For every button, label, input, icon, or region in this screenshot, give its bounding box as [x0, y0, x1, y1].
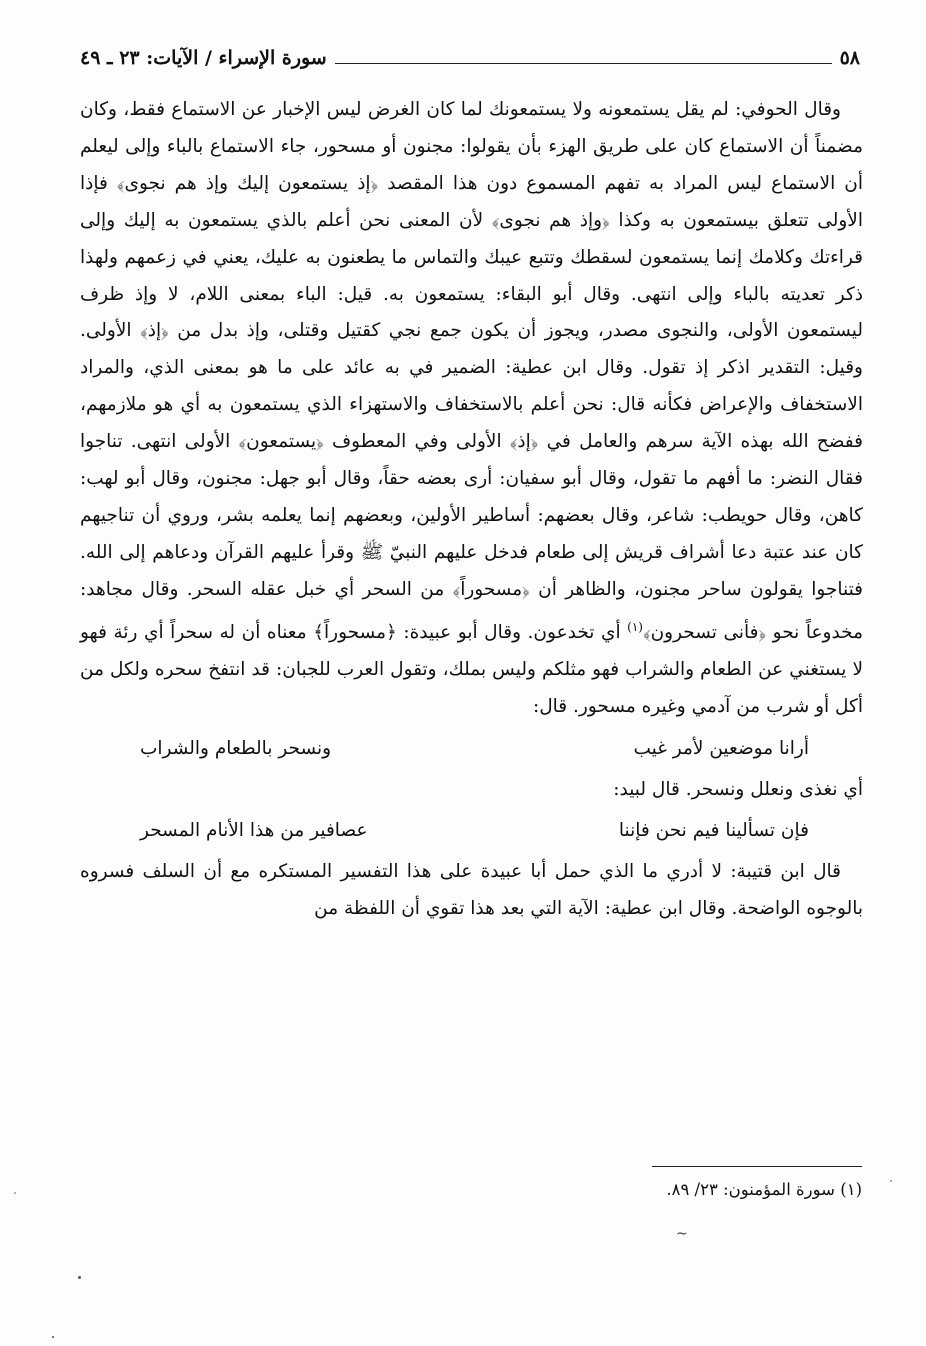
footnote-reference: (١): [627, 619, 643, 634]
footnote-separator: [652, 1166, 862, 1167]
scan-speck: [52, 1336, 54, 1338]
main-text: [80, 92, 863, 928]
paragraph: قال ابن قتيبة: لا أدري ما الذي حمل أبا عبيدة على هذا التفسير المستكره مع أن السلف فسروه بالوجوه الواضحة. وقال ابن عطية: الآية التي بعد هذا تقوي أن اللفظة من: [80, 861, 863, 920]
verse-hemistich-second: ونسحر بالطعام والشراب: [140, 737, 332, 759]
paragraph-text-continued: أي تخدعون. وقال أبو عبيدة: ﴿مسحوراً﴾ معناه أن له سحراً أي رئة فهو لا يستغني عن الطعام والشراب فهو مثلكم وليس بملك، وتقول العرب للجبان: قد انتفخ سحره ولكل من أكل أو شرب من آدمي وغيره مسحور. قال:: [80, 621, 863, 717]
scan-mark: ~: [676, 1226, 688, 1242]
scan-speck: [78, 1276, 81, 1279]
footnote: (١) سورة المؤمنون: ٢٣/ ٨٩.: [666, 1180, 862, 1199]
scan-speck: [14, 1192, 16, 1194]
page-header: [80, 40, 860, 76]
scan-speck: [890, 1180, 892, 1182]
paragraph: [80, 92, 863, 726]
paragraph-text: وقال الحوفي: لم يقل يستمعونه ولا يستمعونك لما كان الغرض ليس الإخبار عن الاستماع فقط، وكان مضمناً أن الاستماع كان على طريق الهزء بأن يقولوا: مجنون أو مسحور، جاء الاستماع بالباء وإلى ليعلم أن الاستماع ليس المراد به تفهم المسموع دون هذا المقصد ﴿إذ يستمعون إليك وإذ هم نجوى﴾ فإذا الأولى تتعلق بيستمعون به وكذا ﴿وإذ هم نجوى﴾ لأن المعنى نحن أعلم بالذي يستمعون به إليك وإلى قراءتك وكلامك إنما يستمعون لسقطك وتتبع عيبك والتماس ما يطعنون به عليك، يعني في زعمهم ولهذا ذكر تعديته بالباء وإلى انتهى. وقال أبو البقاء: يستمعون به. قيل: الباء بمعنى اللام، لا وإذ ظرف ليستمعون الأولى، والنجوى مصدر، ويجوز أن يكون جمع نجي كقتيل وقتلى، وإذ بدل من ﴿إذ﴾ الأولى. وقيل: التقدير اذكر إذ تقول. وقال ابن عطية: الضمير في به عائد على ما هو بمعنى الذي، والمراد الاستخفاف والإعراض فكأنه قال: نحن أعلم بالاستخفاف والاستهزاء الذي يستمعون به أي هو ملازمهم، ففضح الله بهذه الآية سرهم والعامل في ﴿إذ﴾ الأولى وفي المعطوف ﴿يستمعون﴾ الأولى انتهى. تناجوا فقال النضر: ما أفهم ما تقول، وقال أبو سفيان: أرى بعضه حقاً، وقال أبو جهل: مجنون، وقال أبو لهب: كاهن، وقال حويطب: شاعر، وقال بعضهم: أساطير الأولين، وبعضهم إنما يعلمه بشر، وروي أن تناجيهم كان عند عتبة دعا أشراف قريش إلى طعام فدخل عليهم النبيّ ﷺ وقرأ عليهم القرآن ودعاهم إلى الله. فتناجوا يقولون ساحر مجنون، والظاهر أن ﴿مسحوراً﴾ من السحر أي خبل عقله السحر. وقال مجاهد: مخدوعاً نحو ﴿فأنى تسحرون﴾: [80, 99, 864, 643]
verse-hemistich-first: فإن تسألينا فيم نحن فإننا: [618, 820, 809, 842]
running-title: سورة الإسراء / الآيات: ٢٣ ـ ٤٩: [80, 47, 327, 69]
poetry-verse: [80, 726, 863, 772]
page-number: ٥٨: [839, 47, 860, 69]
text-line: أي نغذى ونعلل ونسحر. قال لبيد:: [613, 778, 863, 800]
poetry-verse: [80, 808, 863, 854]
header-rule: [335, 63, 832, 64]
verse-hemistich-first: أرانا موضعين لأمر غيب: [633, 737, 809, 759]
verse-hemistich-second: عصافير من هذا الأنام المسحر: [140, 820, 368, 842]
